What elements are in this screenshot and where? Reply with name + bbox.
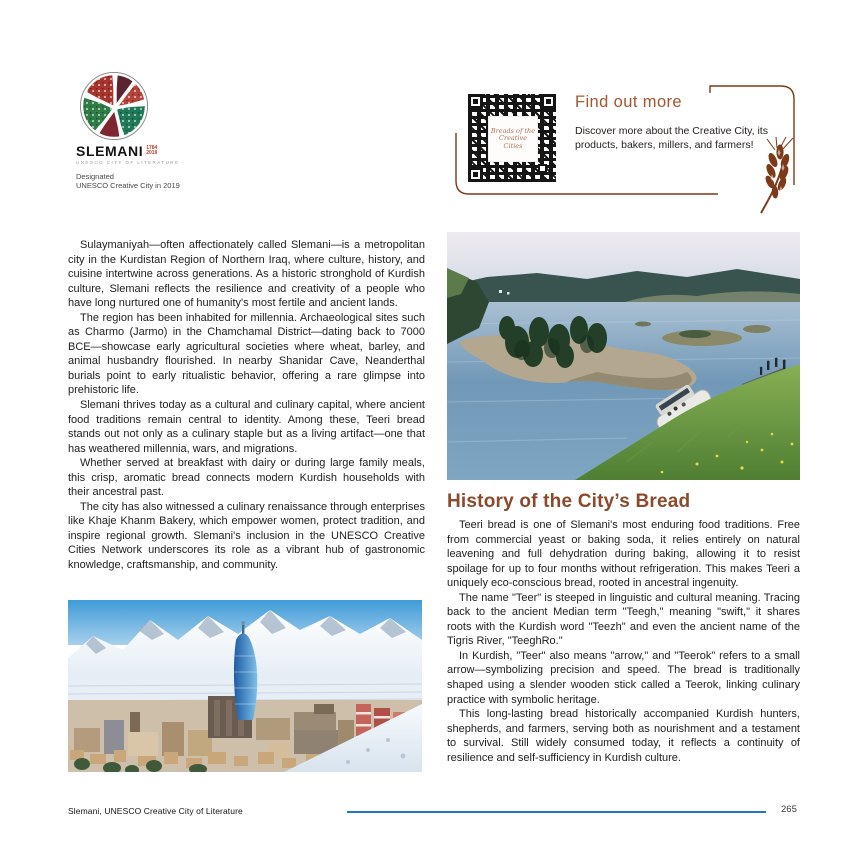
logo-year-designated: 2019 [146,150,158,156]
qr-finder-top-right [541,94,556,109]
designation-caption [76,172,246,190]
logo-wordmark [76,144,246,158]
paragraph: Slemani thrives today as a cultural and culinary capital, where ancient food traditions remain central to identity. Among these, Teeri bread stands out not only as a culinary staple but as a living artifact—one that has weathered millennia, wars, and migrations. [68,399,425,455]
logo-year-founded: 1784 [146,145,158,151]
paragraph: This long-lasting bread historically accompanied Kurdish hunters, shepherds, and farmers, serving both as nourishment and a testament to survival. Still widely consumed today, it reflects a continuity of resilience and self-sufficiency in Kurdish culture. [447,708,800,764]
page-number: 265 [781,804,797,815]
qr-center-label: Breads of the Creative Cities [488,116,538,162]
designation-line1: Designated [76,172,114,181]
paragraph: Teeri bread is one of Slemani's most enduring food traditions. Free from commercial yeast or baking soda, it relies entirely on natural leavening and full dehydration during baking, allowing it to resist spoilage for up to four months without refrigeration. This makes Teeri a uniquely eco-conscious bread, rooted in ancestral ingenuity. [447,519,800,590]
qr-finder-bottom-left [468,167,483,182]
footer-divider-line [347,811,766,813]
section-heading-history-of-the-citys-bread: History of the City’s Bread [447,491,691,512]
find-out-more-body: Discover more about the Creative City, its products, bakers, millers, and farmers! [575,125,768,151]
paragraph: Whether served at breakfast with dairy or during large family meals, this crisp, aromatic bread connects modern Kurdish households with their ancestral past. [68,457,425,499]
slemani-city-logo-icon [78,70,150,142]
paragraph: The city has also witnessed a culinary renaissance through enterprises like Khaje Khanm Bakery, which empower women, protect tradition, and inspire regional growth. Slemani's inclusion in the UNESCO Creative Cities Network underscores its role as a vibrant hub of gastronomic knowledge, craftsmanship, and community. [68,500,425,572]
qr-finder-top-left [468,94,483,109]
footer-running-title: Slemani, UNESCO Creative City of Literature [68,806,243,816]
intro-text-column [68,238,425,573]
bread-history-text-column [447,518,800,765]
qr-alignment-square [538,164,547,173]
slemani-logo-block [76,70,246,190]
logo-years [146,146,157,156]
find-out-more-title: Find out more [575,93,682,111]
lake-photo [447,232,800,480]
logo-subtitle: UNESCO CITY OF LITERATURE [76,160,180,165]
logo-name: SLEMANI [76,143,144,159]
paragraph: The region has been inhabited for millennia. Archaeological sites such as Charmo (Jarmo) in the Chamchamal District—dating back to 7000 BCE—showcase early agricultural societies where wheat, barley, and animal husbandry flourished. In nearby Shanidar Cave, Neanderthal burials point to early ritualistic behavior, offering a rare glimpse into prehistoric life. [68,311,425,397]
paragraph: Sulaymaniyah—often affectionately called Slemani—is a metropolitan city in the Kurdistan Region of Northern Iraq, where culture, history, and cuisine intertwine across generations. As a historic stronghold of Kurdish culture, Slemani reflects the resilience and creativity of a people who have long nurtured one of humanity's most fertile and ancient lands. [68,239,425,310]
cityscape-photo [68,600,422,772]
qr-code [465,91,559,185]
find-out-more-panel [455,85,795,195]
paragraph: In Kurdish, "Teer" also means "arrow," and "Teerok" refers to a small arrow—symbolizing precision and speed. The bread is traditionally shaped using a slender wooden stick called a Teerok, linking culinary practice with symbolic heritage. [447,649,800,706]
paragraph: The name "Teer" is steeped in linguistic and cultural meaning. Tracing back to the ancient Median term "Teegh," meaning "swift," it shares roots with the Kurdish word "Teezh" and even the ancient name of the Tigris River, "TeeghRo." [447,591,800,648]
wheat-ear-icon [755,137,801,211]
designation-line2: UNESCO Creative City in 2019 [76,181,180,190]
